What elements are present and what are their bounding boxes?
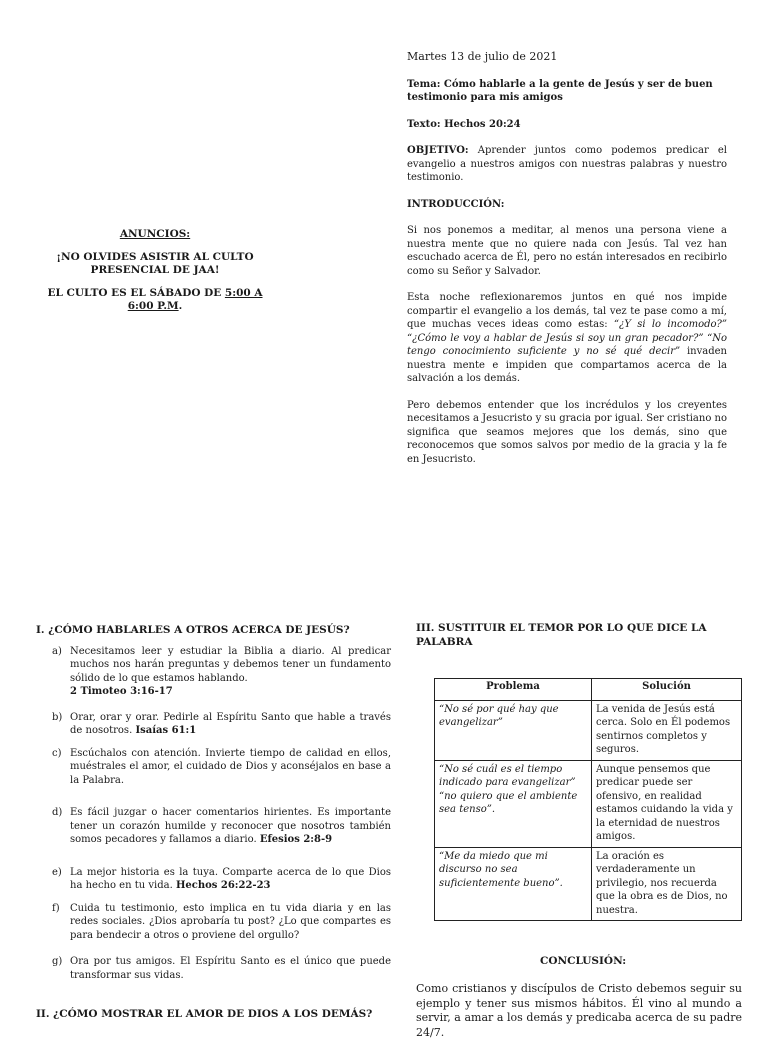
- list-item: [36, 747, 391, 788]
- lesson-date: Martes 13 de julio de 2021: [407, 50, 558, 63]
- section-3-title: III. SUSTITUIR EL TEMOR POR LO QUE DICE LA PALABRA: [416, 622, 707, 648]
- announcement-culto-presencial: ¡NO OLVIDES ASISTIR AL CULTO PRESENCIAL DE JAA!: [56, 251, 254, 276]
- solucion-cell: La oración es verdaderamente un privilegio, nos recuerda que la obra es de Dios, no nuestra.: [592, 847, 742, 921]
- table-row: [435, 700, 742, 760]
- column-header-problema: Problema: [435, 679, 592, 701]
- list-item-text: Cuida tu testimonio, esto implica en tu vida diaria y en las redes sociales. ¿Dios aprobaría tu post? ¿Lo que compartes es para bendecir a otros o proviene del orgullo?: [70, 902, 391, 941]
- solucion-cell: La venida de Jesús está cerca. Solo en Él podemos sentirnos completos y seguros.: [592, 700, 742, 760]
- intro-p2-quotes: “¿Y si lo incomodo?” “¿Cómo le voy a hablar de Jesús si soy un gran pecador?” “No tengo conocimiento suficiente y no sé qué decir”: [407, 319, 727, 357]
- list-item-text: Es fácil juzgar o hacer comentarios hirientes. Es importante tener un corazón humilde y reconocer que nosotros también somos pecadores y fallamos a diario.: [70, 807, 391, 845]
- conclusion-heading: CONCLUSIÓN:: [540, 955, 627, 967]
- list-marker: f): [52, 902, 60, 914]
- column-header-solucion: Solución: [592, 679, 742, 701]
- objetivo-label: OBJETIVO:: [407, 145, 469, 156]
- intro-p2-start: Esta noche reflexionaremos juntos en qué nos impide compartir el evangelio a los demás, tal vez te pase como a mí, que muchas veces ideas como estas:: [407, 292, 727, 330]
- list-marker: d): [52, 807, 63, 818]
- list-item: [36, 955, 391, 982]
- announcements-heading: ANUNCIOS:: [119, 228, 191, 240]
- intro-p2-end: invaden nuestra mente e impiden que compartamos acerca de la salvación a los demás.: [407, 346, 727, 384]
- lesson-objetivo: [407, 144, 727, 185]
- list-marker: c): [52, 747, 62, 759]
- list-item: [36, 711, 391, 738]
- intro-paragraph-2: [407, 291, 727, 386]
- section-3: [416, 622, 746, 649]
- list-item: [36, 645, 391, 699]
- bible-reference: Efesios 2:8-9: [259, 834, 333, 845]
- problema-cell: “No sé por qué hay que evangelizar”: [435, 700, 592, 760]
- list-marker: a): [52, 645, 62, 657]
- list-item: [36, 806, 391, 847]
- list-item-text: Orar, orar y orar. Pedirle al Espíritu Santo que hable a través de nosotros.: [70, 711, 391, 736]
- lesson-header: [407, 50, 727, 479]
- list-item-text: Escúchalos con atención. Invierte tiempo de calidad en ellos, muéstrales el amor, el cuidado de Dios y aconséjalos en base a la Palabra.: [70, 747, 391, 786]
- section-2-title: II. ¿CÓMO MOSTRAR EL AMOR DE DIOS A LOS DEMÁS?: [36, 1008, 373, 1020]
- problema-cell: “No sé cuál es el tiempo indicado para evangelizar” “no quiero que el ambiente sea tenso”.: [435, 760, 592, 847]
- problema-cell: “Me da miedo que mi discurso no sea suficientemente bueno”.: [435, 847, 592, 921]
- list-marker: g): [52, 956, 63, 967]
- list-marker: b): [52, 711, 63, 723]
- conclusion-text: Como cristianos y discípulos de Cristo debemos seguir su ejemplo y tener sus mismos hábitos. Él vino al mundo a servir, a amar a los demás y predicaba acerca de su padre 24/7.: [416, 982, 742, 1039]
- announcement-schedule-prefix: EL CULTO ES EL SÁBADO DE: [47, 287, 225, 299]
- section-1-list: [36, 645, 391, 983]
- bible-reference: 2 Timoteo 3:16-17: [70, 686, 173, 697]
- list-marker: e): [52, 866, 62, 878]
- table-header-row: [435, 679, 742, 701]
- lesson-tema: Tema: Cómo hablarle a la gente de Jesús y ser de buen testimonio para mis amigos: [407, 78, 713, 103]
- intro-paragraph-1: Si nos ponemos a meditar, al menos una persona viene a nuestra mente que no quiere nada con Jesús. Tal vez han escuchado acerca de Él, pero no están interesados en recibirlo como su Señor y Salvador.: [407, 225, 727, 277]
- announcement-schedule: [40, 287, 270, 313]
- intro-heading: INTRODUCCIÓN:: [407, 198, 505, 210]
- announcements-box: [40, 228, 270, 313]
- list-item: [36, 902, 391, 943]
- announcement-schedule-time: 5:00 A 6:00 P.M: [127, 287, 263, 312]
- list-item-text: Necesitamos leer y estudiar la Biblia a diario. Al predicar muchos nos harán preguntas y debemos tener un fundamento sólido de lo que estamos hablando.: [70, 645, 391, 684]
- lesson-texto: Texto: Hechos 20:24: [407, 118, 521, 130]
- table-row: [435, 760, 742, 847]
- section-1-title: I. ¿CÓMO HABLARLES A OTROS ACERCA DE JESÚS?: [36, 624, 350, 636]
- bible-reference: Hechos 26:22-23: [175, 880, 271, 891]
- intro-paragraph-3: Pero debemos entender que los incrédulos y los creyentes necesitamos a Jesucristo y su gracia por igual. Ser cristiano no significa que seamos mejores que los demás, sino que reconocemos que somos salvos por medio de la gracia y la fe en Jesucristo.: [407, 399, 727, 465]
- table-row: [435, 847, 742, 921]
- announcement-schedule-suffix: .: [178, 300, 183, 312]
- list-item: [36, 866, 391, 893]
- problem-solution-table: [434, 678, 742, 921]
- list-item-text: Ora por tus amigos. El Espíritu Santo es el único que puede transformar sus vidas.: [70, 956, 391, 981]
- solucion-cell: Aunque pensemos que predicar puede ser ofensivo, en realidad estamos cuidando la vida y la eternidad de nuestros amigos.: [592, 760, 742, 847]
- bible-reference: Isaías 61:1: [135, 725, 197, 736]
- objetivo-text: Aprender juntos como podemos predicar el evangelio a nuestros amigos con nuestras palabras y nuestro testimonio.: [407, 145, 727, 183]
- list-item-text: La mejor historia es la tuya. Comparte acerca de lo que Dios ha hecho en tu vida.: [70, 866, 391, 891]
- section-1: [36, 624, 391, 982]
